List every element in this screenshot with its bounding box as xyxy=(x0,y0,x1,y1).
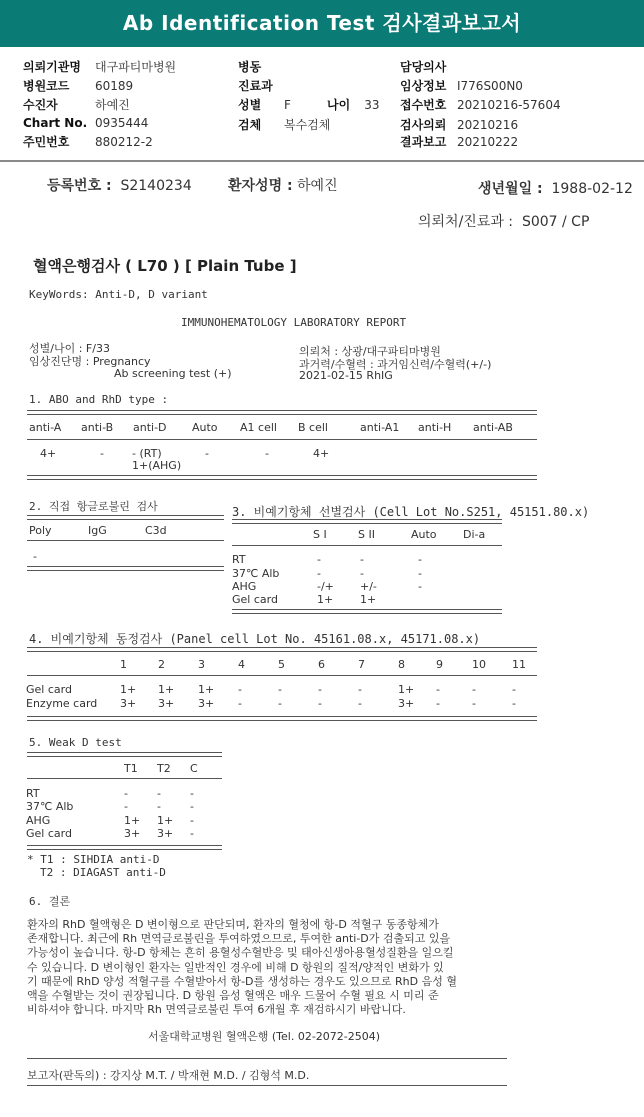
sec4-value-cell: 3+ xyxy=(120,697,137,710)
sec6-title: 6. 결론 xyxy=(29,895,71,908)
sec4-value-cell: 3+ xyxy=(158,697,175,710)
sec4-rule-3 xyxy=(27,716,537,721)
sec5-value-cell: - xyxy=(157,800,161,813)
header-field xyxy=(400,77,523,94)
sec1-header-cell: B cell xyxy=(298,421,328,434)
sec5-title: 5. Weak D test xyxy=(29,736,122,749)
sec4-value-cell: - xyxy=(278,683,282,696)
sec3-value-cell: - xyxy=(418,580,422,593)
sec4-value-cell: - xyxy=(318,683,322,696)
header-field-label: 의뢰기관명 xyxy=(23,60,81,74)
sec3-value-cell: - xyxy=(317,567,321,580)
sec1-value-cell: - (RT) xyxy=(132,447,162,460)
sec4-value-cell: - xyxy=(278,697,282,710)
sec5-value-cell: - xyxy=(157,787,161,800)
conclusion-line: 비하셔야 합니다. 마지막 Rh 면역글로불린 투여 6개월 후 재검하시기 바랍니다. xyxy=(27,1003,406,1017)
sec3-row-label: Gel card xyxy=(232,593,278,606)
sec2-rule-3 xyxy=(27,566,224,571)
lab-report-title: IMMUNOHEMATOLOGY LABORATORY REPORT xyxy=(181,316,407,329)
sec4-rule xyxy=(27,647,537,652)
sec3-rule-2 xyxy=(232,545,502,546)
sec1-value-cell: 4+ xyxy=(40,447,57,460)
sec1-value-cell: - xyxy=(100,447,104,460)
sec4-header-cell: 6 xyxy=(318,658,325,671)
keywords: KeyWords: Anti-D, D variant xyxy=(29,288,208,301)
sec1-rule-2 xyxy=(27,439,537,440)
header-field xyxy=(400,116,518,133)
sec4-row-label: Gel card xyxy=(26,683,72,696)
sec2-h1: Poly xyxy=(29,524,52,537)
sec3-value-cell: +/- xyxy=(360,580,377,593)
sec4-value-cell: - xyxy=(318,697,322,710)
sec4-row-label: Enzyme card xyxy=(26,697,98,710)
header-field-label: 수진자 xyxy=(23,98,58,112)
sec5-rule-2 xyxy=(27,778,222,779)
sec5-value-cell: - xyxy=(124,800,128,813)
header-field-value: 0935444 xyxy=(95,116,149,130)
sec4-value-cell: - xyxy=(238,683,242,696)
sec4-header-cell: 9 xyxy=(436,658,443,671)
sec1-ahg: 1+(AHG) xyxy=(132,459,182,472)
sec5-h3: C xyxy=(190,762,198,775)
sec4-header-cell: 1 xyxy=(120,658,127,671)
age-field: 나이 33 xyxy=(327,98,380,112)
header-field-label: 주민번호 xyxy=(23,135,70,149)
header-field xyxy=(400,58,457,75)
sec1-title: 1. ABO and RhD type : xyxy=(29,393,169,406)
sec3-row-label: AHG xyxy=(232,580,257,593)
sec4-value-cell: - xyxy=(238,697,242,710)
sec1-header-cell: anti-B xyxy=(81,421,114,434)
sec3-value-cell: - xyxy=(360,567,364,580)
conclusion-text xyxy=(27,918,587,1017)
conclusion-line: 가능성이 높습니다. 항-D 항체는 흔히 용혈성수혈반응 및 태아신생아용혈성질환을 일으킬 xyxy=(27,946,454,960)
sec4-value-cell: - xyxy=(472,697,476,710)
sec3-value-cell: - xyxy=(418,553,422,566)
sec4-value-cell: 1+ xyxy=(398,683,415,696)
header-field-value: 880212-2 xyxy=(95,135,153,149)
reporter: 보고자(판독의) : 강지상 M.T. / 박재현 M.D. / 김형석 M.D. xyxy=(27,1069,310,1082)
sec4-header-cell: 5 xyxy=(278,658,285,671)
header-field-value: 20210216-57604 xyxy=(457,98,561,112)
sec4-value-cell: - xyxy=(436,683,440,696)
sec5-value-cell: 1+ xyxy=(124,814,141,827)
sec1-value-cell: - xyxy=(205,447,209,460)
header-field xyxy=(23,116,148,130)
sec5-value-cell: - xyxy=(190,827,194,840)
reg-number: 등록번호 : S2140234 xyxy=(47,178,192,194)
referral: 의뢰처 : 상광/대구파티마병원 xyxy=(299,345,441,358)
sec3-h4: Di-a xyxy=(463,528,486,541)
header-field-label: 검체 xyxy=(238,118,262,132)
sec4-value-cell: 3+ xyxy=(398,697,415,710)
header-field-value: I776S00N0 xyxy=(457,79,523,93)
header-field xyxy=(23,133,153,150)
sec1-header-cell: Auto xyxy=(192,421,218,434)
sec5-value-cell: 3+ xyxy=(157,827,174,840)
sec5-row-label: Gel card xyxy=(26,827,72,840)
sec5-h1: T1 xyxy=(124,762,138,775)
sec5-value-cell: - xyxy=(124,787,128,800)
sec1-rule xyxy=(27,410,537,415)
sec4-header-cell: 4 xyxy=(238,658,245,671)
sec5-row-label: AHG xyxy=(26,814,51,827)
header-field-label: 성별 xyxy=(238,98,262,112)
sec2-rule xyxy=(27,515,224,520)
sec4-header-cell: 10 xyxy=(472,658,486,671)
sec3-h2: S II xyxy=(358,528,375,541)
header-divider xyxy=(0,160,644,162)
sec1-header-cell: anti-H xyxy=(418,421,452,434)
sec3-row-label: RT xyxy=(232,553,246,566)
diagnosis: 임상진단명 : Pregnancy xyxy=(29,355,151,368)
sec4-header-cell: 11 xyxy=(512,658,526,671)
header-field-label: Chart No. xyxy=(23,116,88,130)
sec5-value-cell: - xyxy=(190,787,194,800)
sec3-value-cell: 1+ xyxy=(360,593,377,606)
sec3-h3: Auto xyxy=(411,528,437,541)
sec4-value-cell: - xyxy=(436,697,440,710)
sec4-value-cell: - xyxy=(358,683,362,696)
sec2-title: 2. 직접 항글로불린 검사 xyxy=(29,500,158,513)
sec4-header-cell: 8 xyxy=(398,658,405,671)
sec1-value-cell: - xyxy=(265,447,269,460)
diagnosis-2: Ab screening test (+) xyxy=(114,367,232,380)
sec4-value-cell: - xyxy=(472,683,476,696)
report-title-banner: Ab Identification Test 검사결과보고서 xyxy=(0,0,644,47)
header-field-value: 20210222 xyxy=(457,135,519,149)
header-field xyxy=(238,77,284,94)
header-field xyxy=(238,96,291,113)
sec3-value-cell: -/+ xyxy=(317,580,334,593)
history: 과거력/수혈력 : 과거임신력/수혈력(+/-) xyxy=(299,358,492,371)
sec3-rule-3 xyxy=(232,609,502,614)
header-field xyxy=(400,133,518,150)
sec1-header-cell: anti-A xyxy=(29,421,62,434)
footer-rule-2 xyxy=(27,1085,507,1086)
sec3-value-cell: - xyxy=(317,553,321,566)
conclusion-line: 환자의 RhD 혈액형은 D 변이형으로 판단되며, 환자의 혈청에 항-D 적혈구 동종항체가 xyxy=(27,918,439,931)
header-field xyxy=(238,116,330,133)
sec4-header-cell: 7 xyxy=(358,658,365,671)
sec3-value-cell: - xyxy=(418,567,422,580)
sec4-value-cell: 1+ xyxy=(198,683,215,696)
sec5-row-label: 37℃ Alb xyxy=(26,800,74,813)
sec1-value-cell: 4+ xyxy=(313,447,330,460)
header-field-label: 병동 xyxy=(238,60,262,74)
header-field-label: 접수번호 xyxy=(400,98,447,112)
sec3-value-cell: - xyxy=(360,553,364,566)
header-field xyxy=(400,96,561,113)
conclusion-line: 액을 수혈받는 것이 권장됩니다. D 항원 음성 혈액은 매우 드물어 수혈 필요 시 미리 준 xyxy=(27,989,439,1003)
sec5-value-cell: - xyxy=(190,814,194,827)
sec5-value-cell: 3+ xyxy=(124,827,141,840)
sec2-h2: IgG xyxy=(88,524,107,537)
header-field-value: 하예진 xyxy=(95,98,130,112)
sec5-h2: T2 xyxy=(157,762,171,775)
sec3-h1: S I xyxy=(313,528,327,541)
header-field-value: F xyxy=(284,98,291,112)
header-field xyxy=(238,58,284,75)
sec1-rule-3 xyxy=(27,475,537,480)
sec4-title: 4. 비예기항체 동정검사 (Panel cell Lot No. 45161.08.x, 45171.08.x) xyxy=(29,632,481,646)
sec4-value-cell: 3+ xyxy=(198,697,215,710)
sec2-h3: C3d xyxy=(145,524,167,537)
header-field-value: 20210216 xyxy=(457,118,519,132)
sec1-header-cell: anti-A1 xyxy=(360,421,400,434)
sec5-note-1: * T1 : SIHDIA anti-D xyxy=(27,853,160,866)
footer-rule xyxy=(27,1058,507,1059)
sec5-row-label: RT xyxy=(26,787,40,800)
sec5-rule-3 xyxy=(27,845,222,850)
sec4-header-cell: 3 xyxy=(198,658,205,671)
sec1-header-cell: anti-AB xyxy=(473,421,513,434)
header-field-value: 60189 xyxy=(95,79,134,93)
sec4-value-cell: - xyxy=(512,697,516,710)
sec5-note-2: T2 : DIAGAST anti-D xyxy=(40,866,166,879)
header-field-label: 진료과 xyxy=(238,79,273,93)
header-field-label: 담당의사 xyxy=(400,60,447,74)
hospital-contact: 서울대학교병원 혈액은행 (Tel. 02-2072-2504) xyxy=(148,1030,381,1043)
header-field-value: 대구파티마병원 xyxy=(95,60,177,74)
sec1-header-cell: anti-D xyxy=(133,421,167,434)
history-date: 2021-02-15 RhIG xyxy=(299,369,393,382)
header-field-value: 복수검체 xyxy=(284,118,331,132)
conclusion-line: 기 때문에 RhD 양성 적혈구를 수혈받아서 항-D를 생성하는 경우도 있으므로 RhD 음성 혈 xyxy=(27,974,457,988)
header-field-label: 검사의뢰 xyxy=(400,118,447,132)
conclusion-line: 수 있습니다. D 변이형인 환자는 일반적인 경우에 비해 D 항원의 질적/양적인 변화가 있 xyxy=(27,960,444,974)
sec5-value-cell: 1+ xyxy=(157,814,174,827)
sec4-value-cell: 1+ xyxy=(120,683,137,696)
sec3-rule xyxy=(232,519,502,524)
conclusion-line: 존재합니다. 최근에 Rh 면역글로불린을 투여하였으므로, 투여한 anti-D가 검출되고 있을 xyxy=(27,932,451,946)
header-field xyxy=(23,77,133,94)
sec5-value-cell: - xyxy=(190,800,194,813)
sec2-v1: - xyxy=(33,550,37,563)
sec3-title: 3. 비예기항체 선별검사 (Cell Lot No.S251, 45151.80.x) xyxy=(232,505,590,519)
sec1-header-cell: A1 cell xyxy=(240,421,277,434)
sec4-header-cell: 2 xyxy=(158,658,165,671)
sec3-row-label: 37℃ Alb xyxy=(232,567,280,580)
sex-age: 성별/나이 : F/33 xyxy=(29,342,110,355)
header-field-label: 병원코드 xyxy=(23,79,70,93)
sec5-rule xyxy=(27,752,222,757)
header-field xyxy=(23,96,130,113)
sec3-value-cell: 1+ xyxy=(317,593,334,606)
sec4-value-cell: - xyxy=(358,697,362,710)
patient-name: 환자성명 : 하예진 xyxy=(228,178,338,194)
sec4-rule-2 xyxy=(27,675,537,676)
header-field-label: 임상정보 xyxy=(400,79,447,93)
sec2-rule-2 xyxy=(27,540,224,541)
exam-title: 혈액은행검사 ( L70 ) [ Plain Tube ] xyxy=(33,257,297,275)
header-field xyxy=(23,58,176,75)
dept-field: 의뢰처/진료과 : S007 / CP xyxy=(418,214,590,230)
birth-date: 생년월일 : 1988-02-12 xyxy=(478,181,633,197)
header-field-label: 결과보고 xyxy=(400,135,447,149)
sec4-value-cell: - xyxy=(512,683,516,696)
sec4-value-cell: 1+ xyxy=(158,683,175,696)
